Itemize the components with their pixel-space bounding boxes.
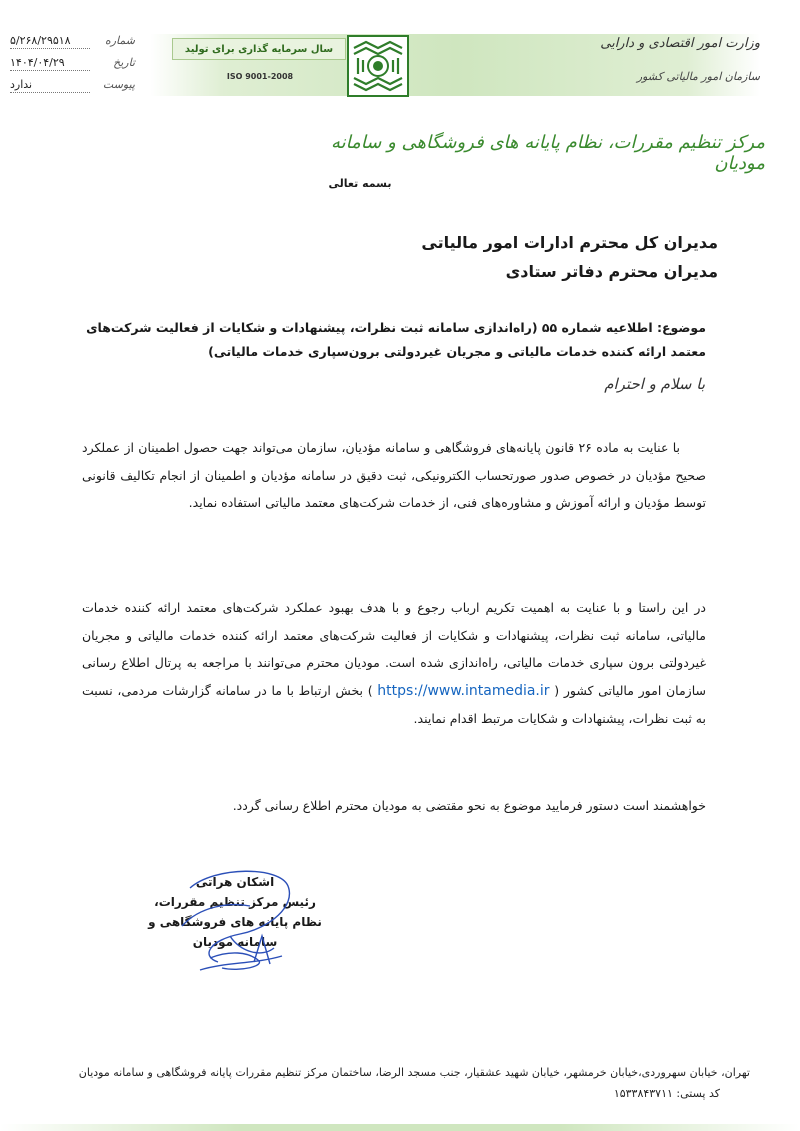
footer-postal bbox=[200, 1087, 720, 1100]
ministry-name: وزارت امور اقتصادی و دارایی bbox=[600, 36, 760, 51]
paragraph-1-text: با عنایت به ماده ۲۶ قانون پایانه‌های فروشگاهی و سامانه مؤدیان، سازمان می‌تواند جهت حصول اطمینان از عملکرد صحیح مؤدیان در خصوص صدور صورتحساب الکترونیکی، ثبت دقیق در سامانه مؤدیان و اطمینان از انجام تکالیف قانونی توسط مؤدیان و ارائه آموزش و مشاوره‌های فنی، از خدمات شرکت‌های معتمد مالیاتی استفاده نماید. bbox=[82, 440, 706, 510]
date-row bbox=[10, 56, 135, 78]
paragraph-2-text-b: ) بخش ارتباط با ما در سامانه گزارشات مردمی، نسبت به ثبت نظرات، پیشنهادات و شکایات مرتبط اقدام نمایند. bbox=[82, 682, 706, 726]
footer-address: تهران، خیابان سهروردی،خیابان خرمشهر، خیابان شهید عشقیار، جنب مسجد الرضا، ساختمان مرکز تنظیم مقررات پایانه فروشگاهی و سامانه مودیان bbox=[78, 1066, 750, 1079]
paragraph-3: خواهشمند است دستور فرمایید موضوع به نحو مقتضی به مودیان محترم اطلاع رسانی گردد. bbox=[232, 798, 706, 813]
bismillah: بسمه تعالی bbox=[328, 177, 392, 190]
slogan-text: سال سرمایه گذاری برای تولید bbox=[184, 43, 334, 55]
number-row bbox=[10, 34, 135, 56]
handwritten-signature-icon bbox=[170, 866, 300, 986]
postal-code: ۱۵۳۳۸۴۳۷۱۱ bbox=[613, 1087, 673, 1100]
center-title: مرکز تنظیم مقررات، نظام پایانه های فروشگاهی و سامانه مودیان bbox=[331, 132, 765, 174]
greeting: با سلام و احترام bbox=[604, 375, 705, 393]
reference-block bbox=[10, 34, 135, 100]
date-value: ۱۴۰۴/۰۴/۲۹ bbox=[10, 56, 90, 71]
attachment-row bbox=[10, 78, 135, 100]
recipient-line: مدیران کل محترم ادارات امور مالیاتی bbox=[421, 233, 718, 252]
iso-label: ISO 9001-2008 bbox=[226, 72, 294, 81]
signer-title-1: رئیس مرکز تنظیم مقررات، bbox=[154, 895, 316, 909]
organization-name: سازمان امور مالیاتی کشور bbox=[636, 70, 760, 83]
signer-title-2: نظام پایانه های فروشگاهی و سامانه مودیان bbox=[148, 915, 322, 949]
number-value: ۵/۲۶۸/۲۹۵۱۸ bbox=[10, 34, 90, 49]
postal-label: کد پستی: bbox=[676, 1087, 720, 1100]
number-label: شماره bbox=[104, 34, 135, 47]
attachment-label: پیوست bbox=[102, 78, 135, 91]
paragraph-2-text-a: در این راستا و با عنایت به اهمیت تکریم ارباب رجوع و با هدف بهبود عملکرد شرکت‌های معتمد ارائه کننده خدمات مالیاتی، سامانه ثبت نظرات، پیشنهادات و شکایات از فعالیت شرکت‌های معتمد ارائه کننده خدمات مالیاتی و مجریان غیردولتی برون سپاری خدمات مالیاتی، راه‌اندازی شده است. مودیان محترم می‌توانند با مراجعه به پرتال اطلاع رسانی سازمان امور مالیاتی کشور ( bbox=[82, 600, 706, 698]
recipient-line: مدیران محترم دفاتر ستادی bbox=[505, 262, 718, 281]
recipients bbox=[300, 228, 718, 286]
date-label: تاریخ bbox=[113, 56, 135, 69]
signer-name: اشکان هراتی bbox=[195, 875, 275, 889]
paragraph-1 bbox=[82, 434, 706, 517]
attachment-value: ندارد bbox=[10, 78, 90, 93]
portal-link[interactable]: https://www.intamedia.ir bbox=[377, 682, 550, 699]
subject: موضوع: اطلاعیه شماره ۵۵ (راه‌اندازی سامانه ثبت نظرات، پیشنهادات و شکایات از فعالیت شرکت‌های معتمد ارائه کننده خدمات مالیاتی و مجریان غیردولتی برون‌سپاری خدمات مالیاتی) bbox=[86, 320, 706, 359]
paragraph-2 bbox=[82, 594, 706, 733]
slogan-box bbox=[172, 38, 346, 60]
footer-bar bbox=[0, 1124, 800, 1131]
government-emblem-icon bbox=[346, 34, 410, 98]
